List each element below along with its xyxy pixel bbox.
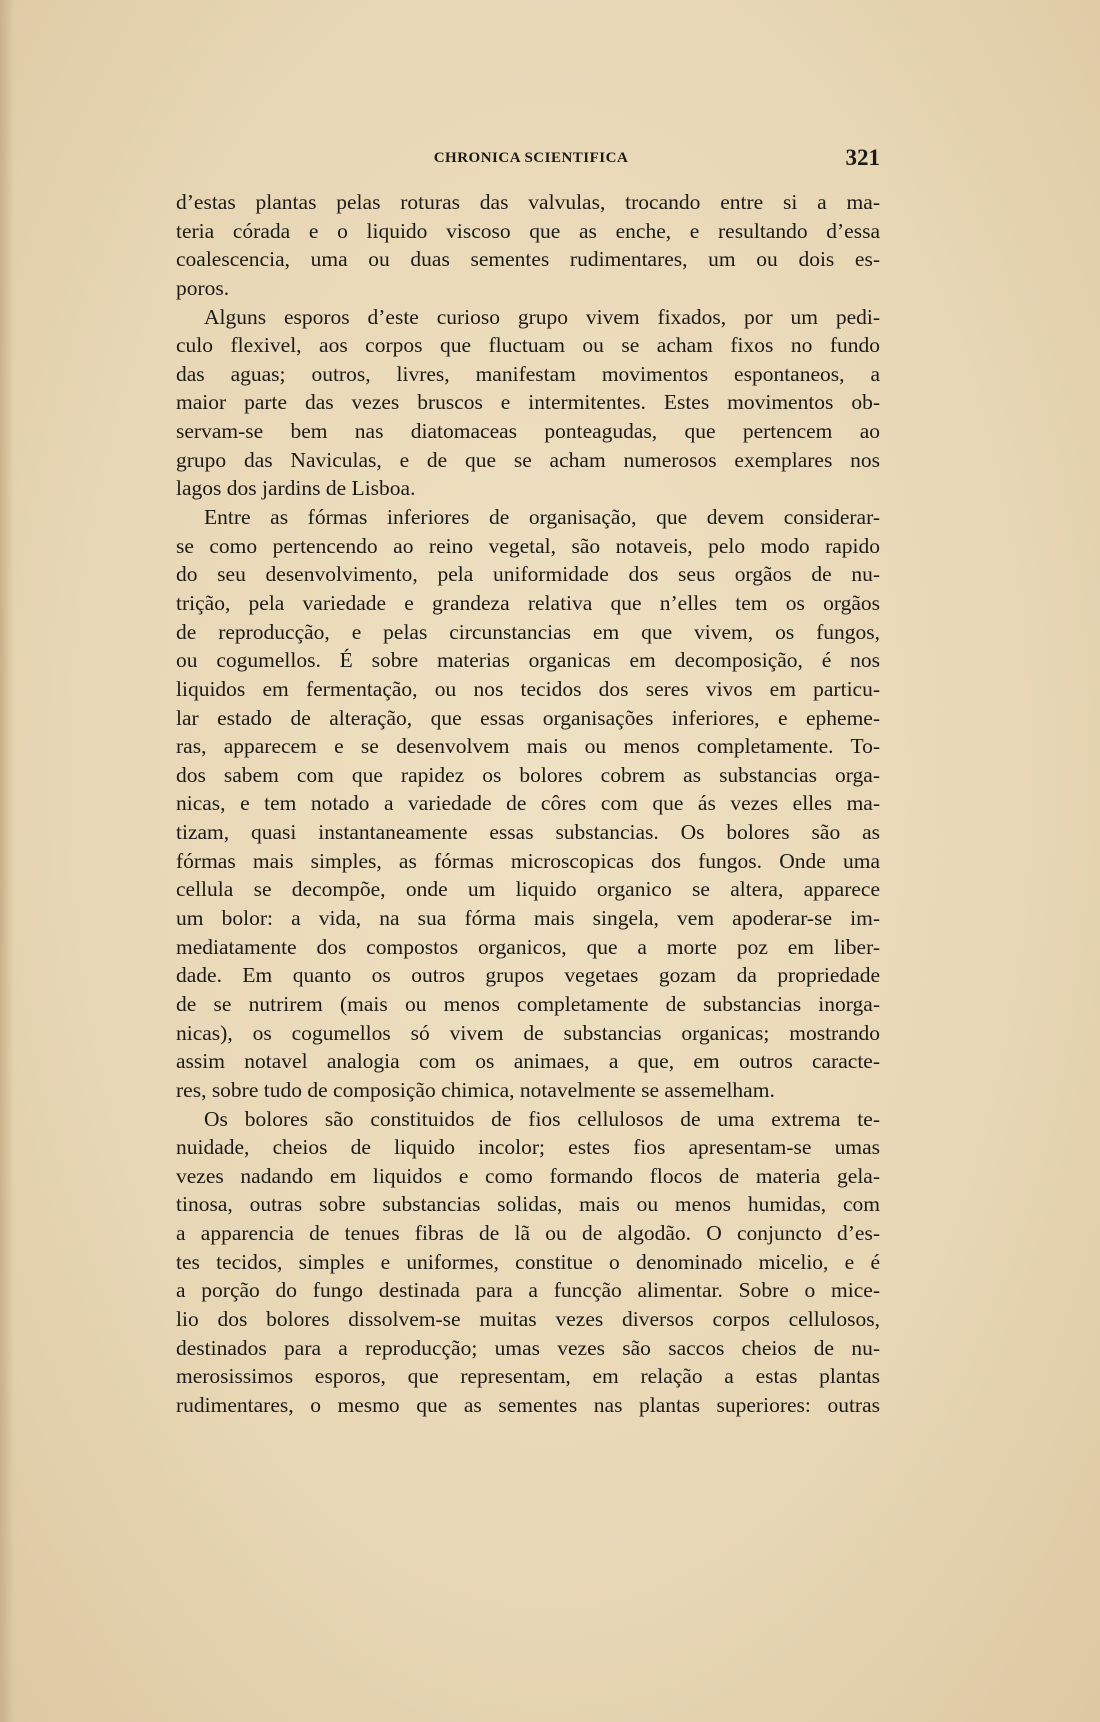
text-line: dade. Em quanto os outros grupos vegetaes gozam da propriedade xyxy=(176,963,880,988)
running-title: CHRONICA SCIENTIFICA xyxy=(433,150,629,166)
text-line: um bolor: a vida, na sua fórma mais singela, vem apoderar-se im- xyxy=(176,906,880,931)
paragraph-first-line: Os bolores são constituidos de fios cellulosos de uma extrema te- xyxy=(204,1106,880,1131)
running-head xyxy=(176,145,886,170)
text-line: a apparencia de tenues fibras de lã ou de algodão. O conjuncto d’es- xyxy=(176,1221,880,1246)
text-line: tes tecidos, simples e uniformes, constitue o denominado micelio, e é xyxy=(176,1249,880,1274)
text-line: tinosa, outras sobre substancias solidas, mais ou menos humidas, com xyxy=(176,1192,880,1217)
text-line: nuidade, cheios de liquido incolor; estes fios apresentam-se umas xyxy=(176,1135,880,1160)
text-line: culo flexivel, aos corpos que fluctuam ou se acham fixos no fundo xyxy=(176,333,880,358)
text-line: nicas), os cogumellos só vivem de substancias organicas; mostrando xyxy=(176,1020,880,1045)
page-number: 321 xyxy=(845,145,880,170)
text-line: dos sabem com que rapidez os bolores cobrem as substancias orga- xyxy=(176,762,880,787)
text-line: de reproducção, e pelas circunstancias em que vivem, os fungos, xyxy=(176,619,880,644)
text-line: mediatamente dos compostos organicos, que a morte poz em liber- xyxy=(176,934,880,959)
text-line: fórmas mais simples, as fórmas microscopicas dos fungos. Onde uma xyxy=(176,848,880,873)
text-line: nicas, e tem notado a variedade de côres com que ás vezes elles ma- xyxy=(176,791,880,816)
text-line: maior parte das vezes bruscos e intermitentes. Estes movimentos ob- xyxy=(176,390,880,415)
text-line: tizam, quasi instantaneamente essas substancias. Os bolores são as xyxy=(176,820,880,845)
text-line: servam-se bem nas diatomaceas ponteagudas, que pertencem ao xyxy=(176,419,880,444)
text-line: res, sobre tudo de composição chimica, notavelmente se assemelham. xyxy=(176,1077,775,1102)
text-line: rudimentares, o mesmo que as sementes nas plantas superiores: outras xyxy=(176,1392,880,1417)
paragraph-first-line: Alguns esporos d’este curioso grupo vivem fixados, por um pedi- xyxy=(204,304,880,329)
text-line: coalescencia, uma ou duas sementes rudimentares, um ou dois es- xyxy=(176,247,880,272)
text-line: vezes nadando em liquidos e como formando flocos de materia gela- xyxy=(176,1163,880,1188)
text-line: se como pertencendo ao reino vegetal, são notaveis, pelo modo rapido xyxy=(176,533,880,558)
body-text xyxy=(176,188,880,1420)
paragraph-first-line: Entre as fórmas inferiores de organisação, que devem considerar- xyxy=(204,505,880,530)
page-edge-shadow xyxy=(0,0,14,1722)
text-line: d’estas plantas pelas roturas das valvulas, trocando entre si a ma- xyxy=(176,190,880,214)
text-line: destinados para a reproducção; umas vezes são saccos cheios de nu- xyxy=(176,1335,880,1360)
text-line: grupo das Naviculas, e de que se acham numerosos exemplares nos xyxy=(176,447,880,472)
text-line: do seu desenvolvimento, pela uniformidade dos seus orgãos de nu- xyxy=(176,562,880,587)
text-line: cellula se decompõe, onde um liquido organico se altera, apparece xyxy=(176,877,880,902)
text-line: liquidos em fermentação, ou nos tecidos dos seres vivos em particu- xyxy=(176,676,880,701)
text-line: das aguas; outros, livres, manifestam movimentos espontaneos, a xyxy=(176,361,880,386)
text-line: trição, pela variedade e grandeza relativa que n’elles tem os orgãos xyxy=(176,590,880,615)
text-line: a porção do fungo destinada para a funcção alimentar. Sobre o mice- xyxy=(176,1278,880,1303)
text-line: ras, apparecem e se desenvolvem mais ou menos completamente. To- xyxy=(176,734,880,759)
text-line: teria córada e o liquido viscoso que as enche, e resultando d’essa xyxy=(176,218,880,243)
text-line: de se nutrirem (mais ou menos completamente de substancias inorga- xyxy=(176,991,880,1016)
text-line: lar estado de alteração, que essas organisações inferiores, e epheme- xyxy=(176,705,880,730)
text-line: poros. xyxy=(176,275,230,300)
text-line: ou cogumellos. É sobre materias organicas em decomposição, é nos xyxy=(176,648,880,673)
text-line: assim notavel analogia com os animaes, a que, em outros caracte- xyxy=(176,1049,880,1074)
text-line: lio dos bolores dissolvem-se muitas vezes diversos corpos cellulosos, xyxy=(176,1306,880,1331)
text-line: merosissimos esporos, que representam, em relação a estas plantas xyxy=(176,1364,880,1389)
text-line: lagos dos jardins de Lisboa. xyxy=(176,476,416,501)
